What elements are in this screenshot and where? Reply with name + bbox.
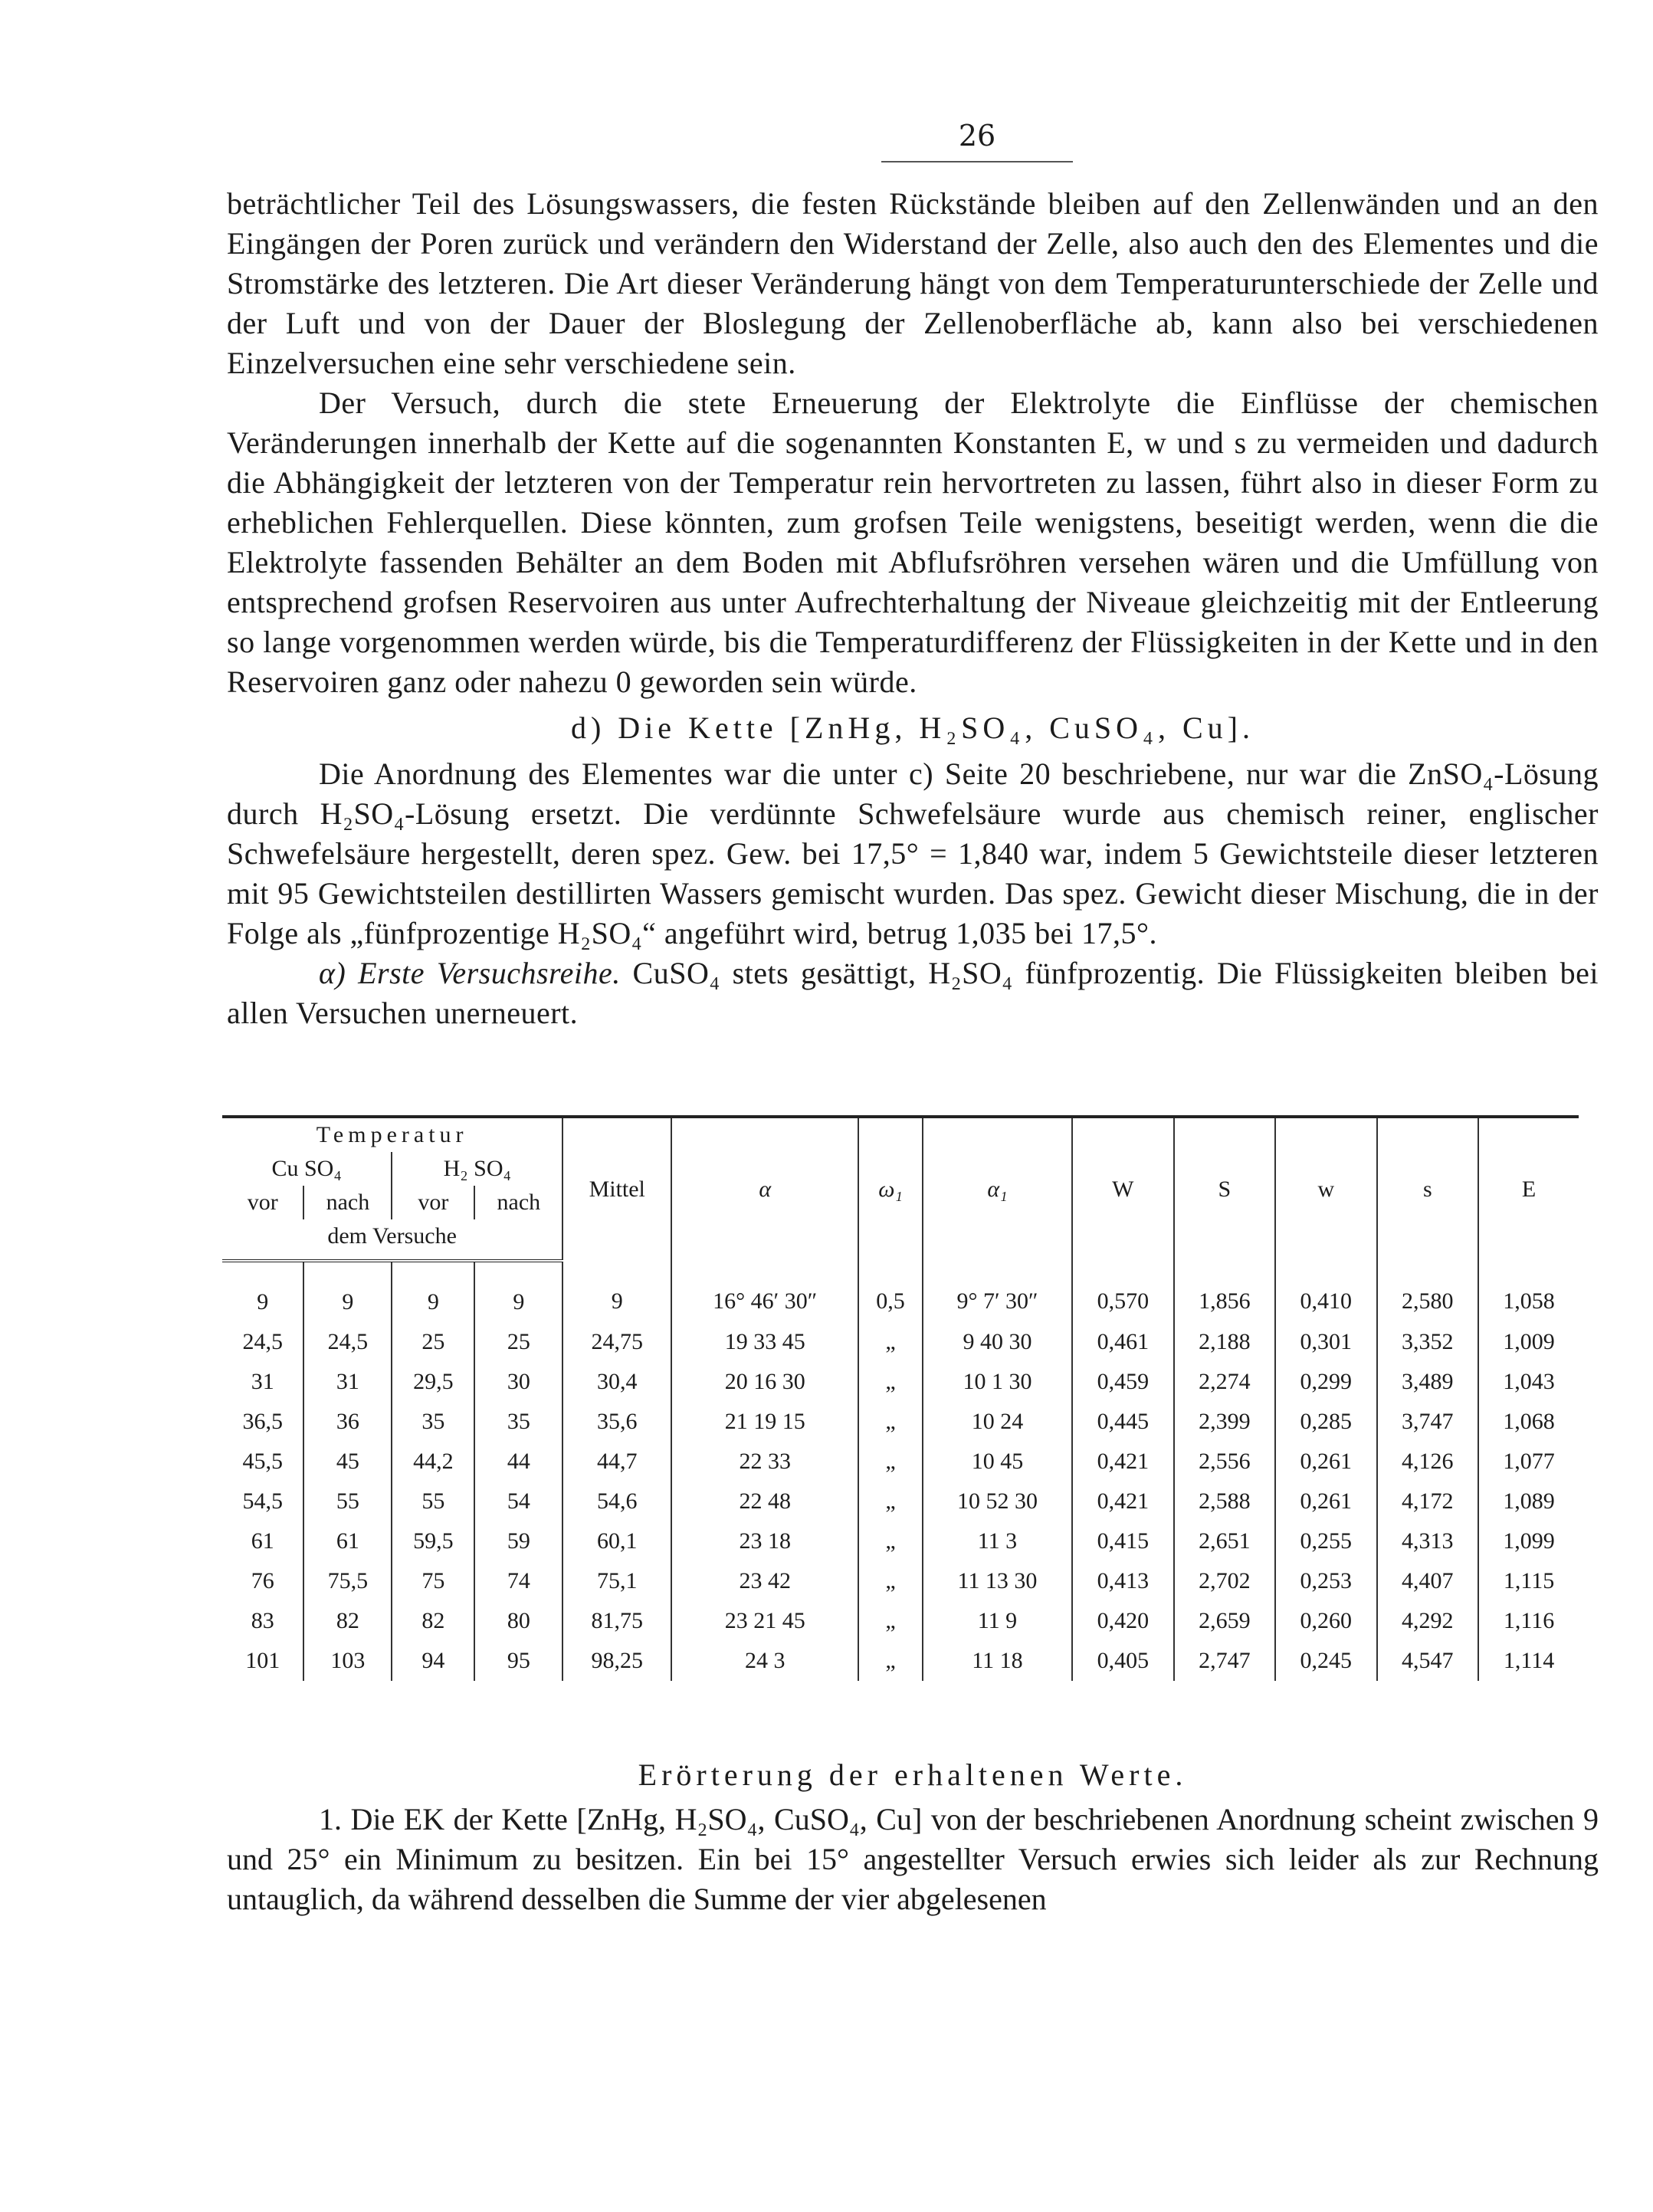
- table-cell: 0,253: [1275, 1561, 1376, 1601]
- table-row: [222, 1521, 1579, 1561]
- table-cell: 11 3: [923, 1521, 1072, 1561]
- table-cell: 24,5: [303, 1322, 392, 1362]
- table-cell: 11 13 30: [923, 1561, 1072, 1601]
- table-cell: 23 42: [671, 1561, 858, 1601]
- table-cell: 20 16 30: [671, 1362, 858, 1402]
- table-cell: „: [858, 1362, 923, 1402]
- table-cell: 1,114: [1478, 1641, 1579, 1681]
- table-cell: 45,5: [242, 1449, 283, 1474]
- table-cell: „: [858, 1561, 923, 1601]
- table-cell: 0,421: [1072, 1482, 1173, 1521]
- table-cell: 83: [251, 1608, 274, 1633]
- table-cell: 35: [392, 1402, 474, 1442]
- table-cell: 54,5: [242, 1488, 283, 1514]
- table-cell: 19 33 45: [671, 1322, 858, 1362]
- table-cell: 44,2: [392, 1442, 474, 1482]
- table-cell: 11 18: [923, 1641, 1072, 1681]
- table-cell: 1,115: [1478, 1561, 1579, 1601]
- table-cell: 60,1: [562, 1521, 671, 1561]
- table-cell: 0,420: [1072, 1601, 1173, 1641]
- table-row: [222, 1561, 1579, 1601]
- series-label: α) Erste Versuchsreihe.: [319, 956, 621, 990]
- table-cell: 35: [474, 1402, 562, 1442]
- table-cell: 31: [251, 1369, 274, 1394]
- table-cell: 94: [392, 1641, 474, 1681]
- table-cell: 0,299: [1275, 1362, 1376, 1402]
- section-heading-eroerterung: Erörterung der erhaltenen Werte.: [638, 1757, 1188, 1792]
- table-cell: „: [858, 1482, 923, 1521]
- table-cell: 22 33: [671, 1442, 858, 1482]
- table-cell: 2,556: [1174, 1442, 1275, 1482]
- table-cell: 10 45: [923, 1442, 1072, 1482]
- table-cell: 1,089: [1478, 1482, 1579, 1521]
- table-cell: 1,058: [1478, 1261, 1579, 1322]
- table-cell: 0,570: [1072, 1261, 1173, 1322]
- table-cell: 22 48: [671, 1482, 858, 1521]
- header-omega1: ω₁: [858, 1117, 923, 1261]
- table-cell: 82: [303, 1601, 392, 1641]
- table-cell: 75,1: [562, 1561, 671, 1601]
- table-cell: 1,099: [1478, 1521, 1579, 1561]
- table-cell: 1,856: [1174, 1261, 1275, 1322]
- table-cell: 24 3: [671, 1641, 858, 1681]
- table-cell: 59: [474, 1521, 562, 1561]
- table-cell: 11 9: [923, 1601, 1072, 1641]
- table-cell: 2,651: [1174, 1521, 1275, 1561]
- paragraph-4: 1. Die EK der Kette [ZnHg, H₂SO₄, CuSO₄, Cu] von der beschriebenen Anordnung scheint zwischen 9 und 25° ein Minimum zu besitzen. Ein bei 15° angestellter Versuch erwies sich leider als zur Rechnung untauglich, da während desselben die Summe der vier abgelesenen: [227, 1802, 1599, 1916]
- table-cell: 9: [562, 1261, 671, 1322]
- table-cell: 98,25: [562, 1641, 671, 1681]
- table-cell: 23 21 45: [671, 1601, 858, 1641]
- table-cell: 9° 7′ 30″: [923, 1261, 1072, 1322]
- table-cell: 10 1 30: [923, 1362, 1072, 1402]
- data-table-wrapper: [222, 1115, 1579, 1681]
- table-cell: 25: [392, 1322, 474, 1362]
- table-cell: „: [858, 1521, 923, 1561]
- table-cell: 44,7: [562, 1442, 671, 1482]
- table-cell: 35,6: [562, 1402, 671, 1442]
- table-cell: 44: [474, 1442, 562, 1482]
- table-cell: 3,747: [1377, 1402, 1478, 1442]
- paragraph-1: beträchtlicher Teil des Lösungswassers, die festen Rückstände bleiben auf den Zellenwänden und an den Eingängen der Poren zurück und verändern den Widerstand der Zelle, also auch den des Elementes und die Stromstärke des letzteren. Die Art dieser Veränderung hängt von dem Temperaturunterschiede der Zelle und der Luft und von der Dauer der Bloslegung der Zellenoberfläche ab, kann also bei verschiedenen Einzelversuchen eine sehr verschiedene sein.: [227, 186, 1599, 380]
- table-cell: 0,421: [1072, 1442, 1173, 1482]
- table-cell: 0,261: [1275, 1442, 1376, 1482]
- table-cell: 75: [392, 1561, 474, 1601]
- table-cell: 0,445: [1072, 1402, 1173, 1442]
- table-cell: 0,261: [1275, 1482, 1376, 1521]
- table-cell: 55: [392, 1482, 474, 1521]
- table-cell: 81,75: [562, 1601, 671, 1641]
- section-heading-d: d) Die Kette [ZnHg, H₂SO₄, CuSO₄, Cu].: [570, 711, 1255, 745]
- table-row: [222, 1641, 1579, 1681]
- table-cell: 4,407: [1377, 1561, 1478, 1601]
- header-cuso4-vor: vor: [247, 1190, 278, 1215]
- table-cell: 0,301: [1275, 1322, 1376, 1362]
- table-cell: 0,405: [1072, 1641, 1173, 1681]
- table-cell: 4,172: [1377, 1482, 1478, 1521]
- table-cell: 54: [474, 1482, 562, 1521]
- table-cell: 3,352: [1377, 1322, 1478, 1362]
- table-cell: 36: [303, 1402, 392, 1442]
- table-cell: 61: [251, 1528, 274, 1554]
- table-cell: 59,5: [392, 1521, 474, 1561]
- table-cell: 0,5: [858, 1261, 923, 1322]
- table-cell: 10 24: [923, 1402, 1072, 1442]
- table-cell: 0,413: [1072, 1561, 1173, 1601]
- page-number-rule: [881, 161, 1073, 162]
- header-dem-versuche: dem Versuche: [222, 1219, 562, 1261]
- table-cell: 103: [303, 1641, 392, 1681]
- table-cell: 4,126: [1377, 1442, 1478, 1482]
- table-cell: 2,580: [1377, 1261, 1478, 1322]
- after-text: [227, 1755, 1599, 1919]
- table-cell: 55: [303, 1482, 392, 1521]
- data-table: [222, 1115, 1579, 1681]
- table-cell: 0,260: [1275, 1601, 1376, 1641]
- body-text: [227, 184, 1599, 1033]
- table-row: [222, 1261, 1579, 1322]
- table-row: [222, 1402, 1579, 1442]
- table-cell: 75,5: [303, 1561, 392, 1601]
- table-cell: 1,009: [1478, 1322, 1579, 1362]
- table-cell: 2,747: [1174, 1641, 1275, 1681]
- table-cell: „: [858, 1601, 923, 1641]
- header-cuso4: Cu SO₄: [271, 1156, 342, 1181]
- table-row: [222, 1601, 1579, 1641]
- table-cell: 2,274: [1174, 1362, 1275, 1402]
- table-cell: 4,313: [1377, 1521, 1478, 1561]
- table-cell: 1,116: [1478, 1601, 1579, 1641]
- table-cell: 101: [245, 1648, 280, 1673]
- table-cell: 9 40 30: [923, 1322, 1072, 1362]
- table-cell: 31: [303, 1362, 392, 1402]
- table-cell: 2,188: [1174, 1322, 1275, 1362]
- table-cell: 0,255: [1275, 1521, 1376, 1561]
- table-row: [222, 1362, 1579, 1402]
- table-cell: 54,6: [562, 1482, 671, 1521]
- header-mittel: Mittel: [562, 1117, 671, 1261]
- table-cell: 80: [474, 1601, 562, 1641]
- table-cell: 24,75: [562, 1322, 671, 1362]
- header-S: S: [1174, 1117, 1275, 1261]
- table-cell: „: [858, 1641, 923, 1681]
- table-cell: 9: [303, 1261, 392, 1322]
- table-cell: 2,702: [1174, 1561, 1275, 1601]
- table-cell: 9: [257, 1289, 269, 1314]
- table-cell: 10 52 30: [923, 1482, 1072, 1521]
- table-cell: 1,043: [1478, 1362, 1579, 1402]
- table-cell: 82: [392, 1601, 474, 1641]
- table-cell: 36,5: [242, 1409, 283, 1434]
- table-cell: 74: [474, 1561, 562, 1601]
- header-h2so4-vor: vor: [392, 1186, 474, 1219]
- header-h2so4: H₂ SO₄: [392, 1152, 562, 1186]
- table-cell: 30,4: [562, 1362, 671, 1402]
- header-w: w: [1275, 1117, 1376, 1261]
- table-cell: 9: [474, 1261, 562, 1322]
- table-cell: 25: [474, 1322, 562, 1362]
- table-cell: 0,461: [1072, 1322, 1173, 1362]
- table-cell: 0,459: [1072, 1362, 1173, 1402]
- header-cuso4-nach: nach: [303, 1186, 392, 1219]
- table-cell: 3,489: [1377, 1362, 1478, 1402]
- table-cell: 9: [392, 1261, 474, 1322]
- table-cell: 76: [251, 1568, 274, 1593]
- table-row: [222, 1442, 1579, 1482]
- paragraph-2: Der Versuch, durch die stete Erneuerung der Elektrolyte die Einflüsse der chemischen Veränderungen innerhalb der Kette auf die sogenannten Konstanten E, w und s zu vermeiden und dadurch die Abhängigkeit der letzteren von der Temperatur rein hervortreten zu lassen, führt also in dieser Form zu erheblichen Fehlerquellen. Diese könnten, zum grofsen Teile wenigstens, beseitigt werden, wenn die die Elektrolyte fassenden Behälter an dem Boden mit Abflufsröhren versehen wären und die Umfüllung von entsprechend grofsen Reservoiren aus unter Aufrechterhaltung der Niveaue gleichzeitig mit der Entleerung so lange vorgenommen werden würde, bis die Temperaturdifferenz der Flüssigkeiten in der Kette und in den Reservoiren ganz oder nahezu 0 geworden sein würde.: [227, 386, 1599, 699]
- header-temperatur: Temperatur: [222, 1117, 562, 1152]
- header-alpha: α: [671, 1117, 858, 1261]
- table-cell: 95: [474, 1641, 562, 1681]
- table-cell: 23 18: [671, 1521, 858, 1561]
- table-cell: 29,5: [392, 1362, 474, 1402]
- page-number: 26: [958, 119, 996, 153]
- table-cell: 30: [474, 1362, 562, 1402]
- table-cell: 24,5: [242, 1329, 283, 1354]
- table-cell: 2,399: [1174, 1402, 1275, 1442]
- table-cell: 0,415: [1072, 1521, 1173, 1561]
- table-cell: 16° 46′ 30″: [671, 1261, 858, 1322]
- table-cell: 0,285: [1275, 1402, 1376, 1442]
- table-cell: 2,659: [1174, 1601, 1275, 1641]
- table-cell: 21 19 15: [671, 1402, 858, 1442]
- table-cell: „: [858, 1322, 923, 1362]
- table-cell: 0,410: [1275, 1261, 1376, 1322]
- header-s: s: [1377, 1117, 1478, 1261]
- table-cell: 45: [303, 1442, 392, 1482]
- table-cell: 0,245: [1275, 1641, 1376, 1681]
- table-cell: „: [858, 1442, 923, 1482]
- table-cell: 4,547: [1377, 1641, 1478, 1681]
- table-row: [222, 1322, 1579, 1362]
- header-E: E: [1478, 1117, 1579, 1261]
- table-body: [222, 1261, 1579, 1681]
- table-cell: 4,292: [1377, 1601, 1478, 1641]
- header-alpha1: α₁: [923, 1117, 1072, 1261]
- series-description: [227, 953, 1599, 1033]
- table-cell: „: [858, 1402, 923, 1442]
- paragraph-3: Die Anordnung des Elementes war die unter c) Seite 20 beschriebene, nur war die ZnSO₄-Lösung durch H₂SO₄-Lösung ersetzt. Die verdünnte Schwefelsäure wurde aus chemisch reiner, englischer Schwefelsäure hergestellt, deren spez. Gew. bei 17,5° = 1,840 war, indem 5 Gewichtsteile dieser letzteren mit 95 Gewichtsteilen destillirten Wassers gemischt wurden. Das spez. Gewicht dieser Mischung, die in der Folge als „fünfprozentige H₂SO₄“ angeführt wird, betrug 1,035 bei 17,5°.: [227, 756, 1599, 950]
- series-text: CuSO₄ stets gesättigt, H₂SO₄ fünfprozentig. Die Flüssigkeiten bleiben bei allen Versuchen unerneuert.: [227, 956, 1599, 1030]
- table-cell: 61: [303, 1521, 392, 1561]
- table-cell: 1,068: [1478, 1402, 1579, 1442]
- header-W: W: [1072, 1117, 1173, 1261]
- table-row: [222, 1482, 1579, 1521]
- header-h2so4-nach: nach: [474, 1186, 562, 1219]
- table-cell: 1,077: [1478, 1442, 1579, 1482]
- table-cell: 2,588: [1174, 1482, 1275, 1521]
